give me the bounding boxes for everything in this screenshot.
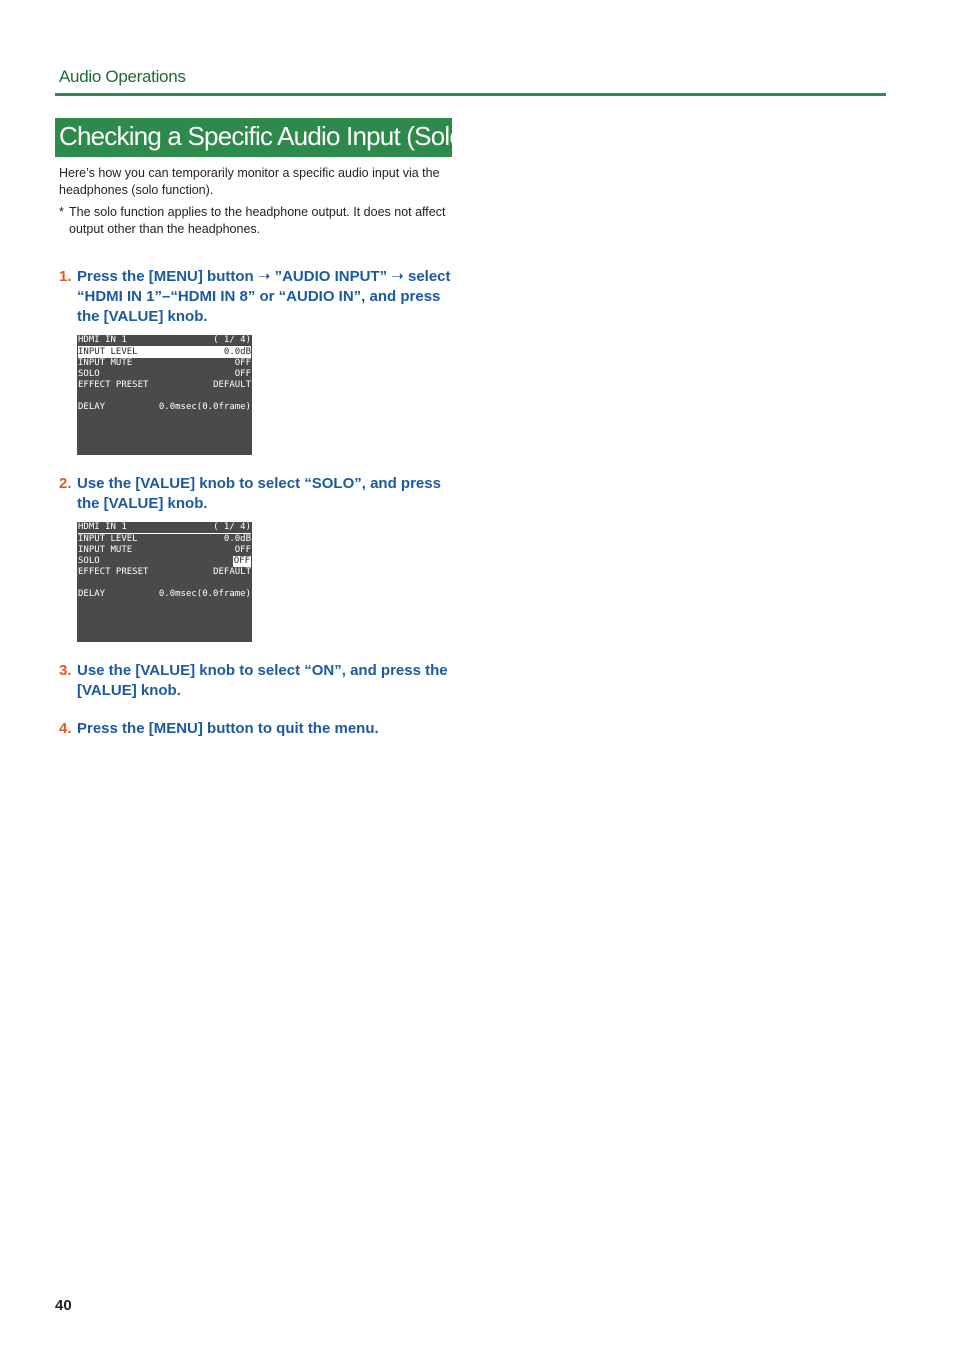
lcd-value: OFF <box>234 358 251 368</box>
lcd-label: EFFECT PRESET <box>78 567 149 577</box>
lcd-label: INPUT LEVEL <box>78 534 138 544</box>
step-number: 3. <box>59 662 72 679</box>
lcd-label: INPUT MUTE <box>78 545 133 555</box>
lcd-label: DELAY <box>78 402 106 412</box>
step-2 <box>59 474 453 514</box>
lcd-title-row <box>78 522 251 533</box>
step-number: 4. <box>59 720 72 737</box>
lcd-value-highlighted: OFF <box>233 556 250 566</box>
intro-paragraph: Here’s how you can temporarily monitor a specific audio input via the headphones (solo function). <box>59 166 440 197</box>
step-number: 1. <box>59 268 72 285</box>
step-text: Use the [VALUE] knob to select “SOLO”, and press the [VALUE] knob. <box>77 475 441 512</box>
lcd-value: 0.0dB <box>223 347 251 357</box>
lcd-label: EFFECT PRESET <box>78 380 149 390</box>
lcd-row-delay <box>78 402 251 413</box>
lcd-label: INPUT LEVEL <box>78 347 138 357</box>
section-header: Audio Operations <box>59 67 186 86</box>
lcd-value: 0.0msec(0.0frame) <box>158 402 251 412</box>
lcd-value: 0.0dB <box>223 534 251 544</box>
header-rule <box>55 93 886 96</box>
lcd-title: HDMI IN 1 <box>78 522 127 532</box>
lcd-row-input-mute <box>78 358 251 369</box>
lcd-screen-1 <box>77 335 252 455</box>
lcd-value: OFF <box>234 545 251 555</box>
lcd-row-solo <box>78 556 251 567</box>
lcd-row-input-mute <box>78 545 251 556</box>
lcd-value: OFF <box>234 369 251 379</box>
step-text: Press the [MENU] button ➝ ”AUDIO INPUT” ➝ select “HDMI IN 1”–“HDMI IN 8” or “AUDIO IN”, and press the [VALUE] knob. <box>77 268 451 325</box>
lcd-page: ( 1/ 4) <box>213 335 251 345</box>
step-1 <box>59 267 453 327</box>
step-text: Press the [MENU] button to quit the menu. <box>77 720 379 737</box>
lcd-row-input-level <box>78 347 251 358</box>
step-text: Use the [VALUE] knob to select “ON”, and press the [VALUE] knob. <box>77 662 448 699</box>
note <box>59 204 453 238</box>
note-text: The solo function applies to the headphone output. It does not affect output other than the headphones. <box>69 205 446 236</box>
step-3 <box>59 661 453 701</box>
lcd-label: DELAY <box>78 589 106 599</box>
lcd-value: DEFAULT <box>213 567 251 577</box>
lcd-screen-2 <box>77 522 252 642</box>
lcd-row-solo <box>78 369 251 380</box>
lcd-page: ( 1/ 4) <box>213 522 251 532</box>
lcd-label: SOLO <box>78 369 100 379</box>
lcd-row-effect-preset <box>78 567 251 578</box>
lcd-row-input-level <box>78 534 251 545</box>
step-number: 2. <box>59 475 72 492</box>
lcd-label: SOLO <box>78 556 100 566</box>
lcd-value: 0.0msec(0.0frame) <box>158 589 251 599</box>
lcd-row-effect-preset <box>78 380 251 391</box>
lcd-row-delay <box>78 589 251 600</box>
step-4 <box>59 719 453 739</box>
lcd-label: INPUT MUTE <box>78 358 133 368</box>
page-number: 40 <box>55 1297 72 1314</box>
lcd-title-row <box>78 335 251 346</box>
lcd-title: HDMI IN 1 <box>78 335 127 345</box>
lcd-value: DEFAULT <box>213 380 251 390</box>
page-title: Checking a Specific Audio Input (Solo) <box>59 121 471 151</box>
title-bar <box>55 118 471 157</box>
note-mark: * <box>59 205 64 219</box>
